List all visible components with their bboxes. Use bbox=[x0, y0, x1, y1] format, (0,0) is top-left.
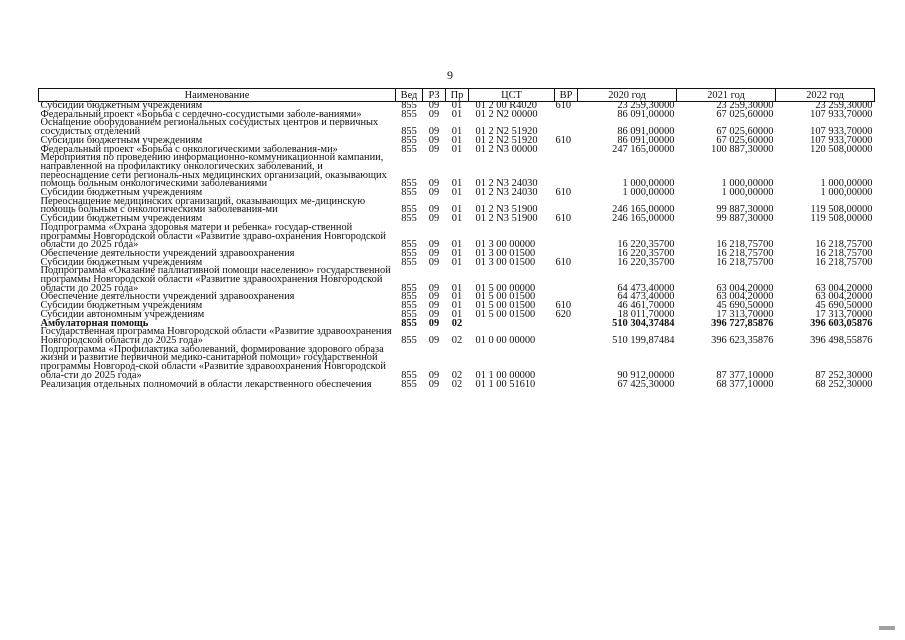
cell-2020: 247 165,00000 bbox=[612, 143, 675, 155]
cell-ved: 855 bbox=[401, 143, 417, 155]
cell-cst: 01 2 N3 51900 bbox=[475, 204, 538, 216]
cell-2022: 107 933,70000 bbox=[810, 134, 873, 146]
cell-2022: 87 252,30000 bbox=[815, 369, 873, 381]
cell-2020: 46 461,70000 bbox=[617, 300, 675, 312]
cell-rz: 09 bbox=[428, 134, 440, 146]
cell-2021: 16 218,75700 bbox=[716, 247, 774, 259]
cell-pr: 01 bbox=[451, 187, 463, 199]
cell-name: Федеральный проект «Борьба с сердечно-сосудистыми заболе-ваниями» bbox=[40, 108, 362, 120]
cell-name: Субсидии бюджетным учреждениям bbox=[40, 213, 203, 225]
cell-cst: 01 2 N3 24030 bbox=[475, 178, 538, 190]
cell-2020: 510 304,37484 bbox=[612, 317, 675, 329]
table-row bbox=[39, 381, 875, 390]
cell-2020: 64 473,40000 bbox=[617, 291, 675, 303]
cell-rz: 09 bbox=[428, 108, 440, 120]
cell-2021: 63 004,20000 bbox=[716, 282, 774, 294]
cell-pr: 02 bbox=[451, 378, 463, 390]
cell-2020: 1 000,00000 bbox=[622, 187, 675, 199]
cell-cst: 01 2 N3 00000 bbox=[475, 143, 538, 155]
cell-cst: 01 2 N2 51920 bbox=[475, 126, 538, 138]
cell-2020: 246 165,00000 bbox=[612, 204, 675, 216]
cell-2021: 45 690,50000 bbox=[716, 300, 774, 312]
cell-vr: 620 bbox=[555, 308, 572, 320]
cell-2020: 90 912,00000 bbox=[617, 369, 675, 381]
cell-name: Реализация отдельных полномочий в области лекарственного обеспечения bbox=[40, 378, 372, 390]
header-pr: Пр bbox=[446, 89, 469, 102]
cell-2020: 64 473,40000 bbox=[617, 282, 675, 294]
cell-cst: 01 3 00 01500 bbox=[475, 247, 536, 259]
cell-2020: 510 199,87484 bbox=[612, 334, 675, 346]
cell-2021: 67 025,60000 bbox=[716, 126, 774, 138]
table-body bbox=[39, 102, 875, 390]
cell-rz: 09 bbox=[428, 334, 440, 346]
cell-pr: 01 bbox=[451, 256, 463, 268]
cell-2022: 107 933,70000 bbox=[810, 126, 873, 138]
header-cst: ЦСТ bbox=[469, 89, 555, 102]
cell-cst: 01 2 N3 51900 bbox=[475, 213, 538, 225]
cell-rz: 09 bbox=[428, 247, 440, 259]
cell-2021: 1 000,00000 bbox=[721, 178, 774, 190]
cell-name: Оснащение оборудованием региональных сосудистых центров и первичных сосудистых отделений bbox=[40, 117, 379, 138]
cell-2022: 119 508,00000 bbox=[810, 213, 873, 225]
cell-name: Амбулаторная помощь bbox=[40, 317, 149, 329]
cell-2020: 67 425,30000 bbox=[617, 378, 675, 390]
cell-rz: 09 bbox=[428, 291, 440, 303]
cell-name: Обеспечение деятельности учреждений здравоохранения bbox=[40, 247, 295, 259]
cell-rz: 09 bbox=[428, 256, 440, 268]
cell-vr: 610 bbox=[555, 187, 572, 199]
cell-rz: 09 bbox=[428, 178, 440, 190]
cell-rz: 09 bbox=[428, 369, 440, 381]
cell-rz: 09 bbox=[428, 100, 440, 111]
cell-name: Субсидии бюджетным учреждениям bbox=[40, 100, 203, 111]
cell-2020: 18 011,70000 bbox=[617, 308, 675, 320]
cell-cst: 01 5 00 01500 bbox=[475, 300, 536, 312]
cell-ved: 855 bbox=[401, 369, 417, 381]
cell-2021: 1 000,00000 bbox=[721, 187, 774, 199]
cell-vr bbox=[555, 146, 578, 155]
header-2020: 2020 год bbox=[578, 89, 677, 102]
cell-2022: 16 218,75700 bbox=[815, 239, 873, 251]
cell-cst: 01 0 00 00000 bbox=[475, 334, 536, 346]
cell-cst: 01 2 N3 24030 bbox=[475, 187, 538, 199]
cell-pr: 01 bbox=[451, 239, 463, 251]
table-row bbox=[39, 267, 875, 293]
cell-vr: 610 bbox=[555, 134, 572, 146]
cell-pr: 01 bbox=[451, 143, 463, 155]
cell-ved: 855 bbox=[401, 187, 417, 199]
cell-2021: 87 377,10000 bbox=[716, 369, 774, 381]
cell-pr: 01 bbox=[451, 247, 463, 259]
cell-cst: 01 1 00 00000 bbox=[475, 369, 536, 381]
cell-2021: 396 623,35876 bbox=[711, 334, 774, 346]
cell-cst: 01 5 00 01500 bbox=[475, 308, 536, 320]
cell-name: Подпрограмма «Профилактика заболеваний, формирование здорового образа жизни и развитие первичной медико-санитарной помощи» государственной программы Новгород-ской области «Развитие здравоохранения Новгородской обла-сти до 2025 года» bbox=[40, 343, 386, 381]
cell-name: Субсидии бюджетным учреждениям bbox=[40, 134, 203, 146]
cell-2021: 16 218,75700 bbox=[716, 256, 774, 268]
cell-2021: 16 218,75700 bbox=[716, 239, 774, 251]
cell-2022: 396 498,55876 bbox=[810, 334, 873, 346]
cell-pr: 01 bbox=[451, 126, 463, 138]
cell-vr bbox=[555, 224, 578, 250]
cell-2021: 67 025,60000 bbox=[716, 108, 774, 120]
cell-ved: 855 bbox=[401, 213, 417, 225]
cell-rz: 09 bbox=[428, 308, 440, 320]
cell-rz: 09 bbox=[428, 317, 440, 329]
cell-ved: 855 bbox=[401, 178, 417, 190]
cell-2021: 99 887,30000 bbox=[716, 213, 774, 225]
cell-vr: 610 bbox=[555, 300, 572, 312]
cell-rz: 09 bbox=[428, 126, 440, 138]
cell-2022: 63 004,20000 bbox=[815, 282, 873, 294]
cell-pr: 02 bbox=[451, 317, 463, 329]
cell-2022: 68 252,30000 bbox=[815, 378, 873, 390]
cell-vr: 610 bbox=[555, 256, 572, 268]
header-rz: РЗ bbox=[423, 89, 446, 102]
cell-2020: 1 000,00000 bbox=[622, 178, 675, 190]
cell-2020: 16 220,35700 bbox=[617, 247, 675, 259]
cell-2020: 16 220,35700 bbox=[617, 256, 675, 268]
cell-2020: 16 220,35700 bbox=[617, 239, 675, 251]
header-2022: 2022 год bbox=[776, 89, 875, 102]
cell-ved: 855 bbox=[401, 256, 417, 268]
cell-2021: 23 259,30000 bbox=[716, 100, 774, 111]
cell-2022: 63 004,20000 bbox=[815, 291, 873, 303]
cell-cst: 01 3 00 00000 bbox=[475, 239, 536, 251]
cell-2022: 45 690,50000 bbox=[815, 300, 873, 312]
cell-vr bbox=[555, 154, 578, 189]
cell-name: Субсидии бюджетным учреждениям bbox=[40, 300, 203, 312]
cell-2022: 16 218,75700 bbox=[815, 256, 873, 268]
cell-name: Федеральный проект «Борьба с онкологическими заболевания-ми» bbox=[40, 143, 338, 155]
table-row bbox=[39, 224, 875, 250]
cell-pr: 01 bbox=[451, 134, 463, 146]
cell-rz: 09 bbox=[428, 300, 440, 312]
cell-rz: 09 bbox=[428, 204, 440, 216]
cell-cst: 01 2 N2 51920 bbox=[475, 134, 538, 146]
header-ved: Вед bbox=[396, 89, 423, 102]
cell-ved: 855 bbox=[401, 204, 417, 216]
cell-pr: 01 bbox=[451, 308, 463, 320]
cell-name: Государственная программа Новгородской области «Развитие здравоохранения Новгородской области до 2025 года» bbox=[40, 326, 392, 346]
cell-cst: 01 5 00 01500 bbox=[475, 291, 536, 303]
cell-2022: 1 000,00000 bbox=[820, 187, 873, 199]
cell-rz: 09 bbox=[428, 378, 440, 390]
cell-2022: 396 603,05876 bbox=[810, 317, 873, 329]
cell-ved: 855 bbox=[401, 108, 417, 120]
cell-rz: 09 bbox=[428, 213, 440, 225]
page-number: 9 bbox=[447, 68, 453, 82]
cell-2022: 107 933,70000 bbox=[810, 108, 873, 120]
cell-2022: 17 313,70000 bbox=[815, 308, 873, 320]
cell-cst: 01 2 N2 00000 bbox=[475, 108, 538, 120]
cell-cst: 01 2 00 R4020 bbox=[475, 100, 537, 111]
scan-artifact bbox=[879, 626, 895, 630]
budget-table bbox=[38, 88, 875, 389]
cell-2021: 396 727,85876 bbox=[711, 317, 774, 329]
cell-ved: 855 bbox=[401, 126, 417, 138]
cell-name: Обеспечение деятельности учреждений здравоохранения bbox=[40, 291, 295, 303]
cell-name: Субсидии автономным учреждениям bbox=[40, 308, 205, 320]
cell-ved: 855 bbox=[401, 317, 417, 329]
cell-name: Мероприятия по проведению информационно-коммуникационной кампании, направленной на профилактику онкологических заболеваний, и переоснащение сети региональ-ных медицинских организаций, оказывающих помощь больным онкологическими заболеваниями bbox=[40, 152, 387, 190]
cell-vr bbox=[555, 320, 578, 329]
header-name: Наименование bbox=[39, 89, 396, 102]
cell-2022: 119 508,00000 bbox=[810, 204, 873, 216]
cell-name: Субсидии бюджетным учреждениям bbox=[40, 256, 203, 268]
cell-rz: 09 bbox=[428, 187, 440, 199]
cell-rz: 09 bbox=[428, 282, 440, 294]
cell-pr: 01 bbox=[451, 108, 463, 120]
cell-2021: 17 313,70000 bbox=[716, 308, 774, 320]
cell-pr: 01 bbox=[451, 213, 463, 225]
cell-ved: 855 bbox=[401, 282, 417, 294]
cell-2020: 86 091,00000 bbox=[617, 134, 675, 146]
cell-name: Субсидии бюджетным учреждениям bbox=[40, 187, 203, 199]
cell-2022: 23 259,30000 bbox=[815, 100, 873, 111]
cell-name: Подпрограмма «Охрана здоровья матери и ребенка» государ-ственной программы Новгородской области «Развитие здраво-охранения Новгородской области до 2025 года» bbox=[40, 221, 386, 251]
cell-vr bbox=[555, 267, 578, 293]
cell-vr bbox=[555, 111, 578, 120]
header-vr: ВР bbox=[555, 89, 578, 102]
cell-2022: 1 000,00000 bbox=[820, 178, 873, 190]
cell-vr bbox=[555, 346, 578, 381]
cell-name: Подпрограмма «Оказание паллиативной помощи населению» государственной программы Новгородской области «Развитие здравоохранения Новгородской области до 2025 года» bbox=[40, 265, 391, 294]
table-row bbox=[39, 346, 875, 381]
cell-2020: 23 259,30000 bbox=[617, 100, 675, 111]
cell-2020: 86 091,00000 bbox=[617, 108, 675, 120]
cell-pr: 02 bbox=[451, 369, 463, 381]
cell-ved: 855 bbox=[401, 378, 417, 390]
cell-ved: 855 bbox=[401, 291, 417, 303]
cell-cst bbox=[469, 320, 555, 329]
cell-ved: 855 bbox=[401, 300, 417, 312]
cell-pr: 01 bbox=[451, 282, 463, 294]
cell-ved: 855 bbox=[401, 134, 417, 146]
cell-pr: 01 bbox=[451, 178, 463, 190]
cell-ved: 855 bbox=[401, 334, 417, 346]
cell-rz: 09 bbox=[428, 143, 440, 155]
cell-ved: 855 bbox=[401, 100, 417, 111]
cell-cst: 01 3 00 01500 bbox=[475, 256, 536, 268]
cell-pr: 01 bbox=[451, 100, 463, 111]
cell-pr: 02 bbox=[451, 334, 463, 346]
cell-vr bbox=[555, 381, 578, 390]
cell-cst: 01 5 00 00000 bbox=[475, 282, 536, 294]
table-row bbox=[39, 154, 875, 189]
cell-2021: 63 004,20000 bbox=[716, 291, 774, 303]
cell-2022: 16 218,75700 bbox=[815, 247, 873, 259]
cell-2021: 100 887,30000 bbox=[711, 143, 774, 155]
cell-2021: 67 025,60000 bbox=[716, 134, 774, 146]
cell-name: Переоснащение медицинских организаций, оказывающих ме-дицинскую помощь больным с онкологическими заболевания-ми bbox=[40, 195, 366, 216]
cell-2021: 99 887,30000 bbox=[716, 204, 774, 216]
cell-vr bbox=[555, 328, 578, 345]
cell-2020: 86 091,00000 bbox=[617, 126, 675, 138]
cell-ved: 855 bbox=[401, 239, 417, 251]
header-2021: 2021 год bbox=[677, 89, 776, 102]
cell-pr: 01 bbox=[451, 291, 463, 303]
cell-2022: 120 508,00000 bbox=[810, 143, 873, 155]
cell-cst: 01 1 00 51610 bbox=[475, 378, 536, 390]
cell-2021: 68 377,10000 bbox=[716, 378, 774, 390]
cell-ved: 855 bbox=[401, 247, 417, 259]
cell-ved: 855 bbox=[401, 308, 417, 320]
cell-pr: 01 bbox=[451, 204, 463, 216]
cell-vr: 610 bbox=[555, 100, 572, 111]
cell-vr: 610 bbox=[555, 213, 572, 225]
cell-rz: 09 bbox=[428, 239, 440, 251]
cell-pr: 01 bbox=[451, 300, 463, 312]
cell-2020: 246 165,00000 bbox=[612, 213, 675, 225]
